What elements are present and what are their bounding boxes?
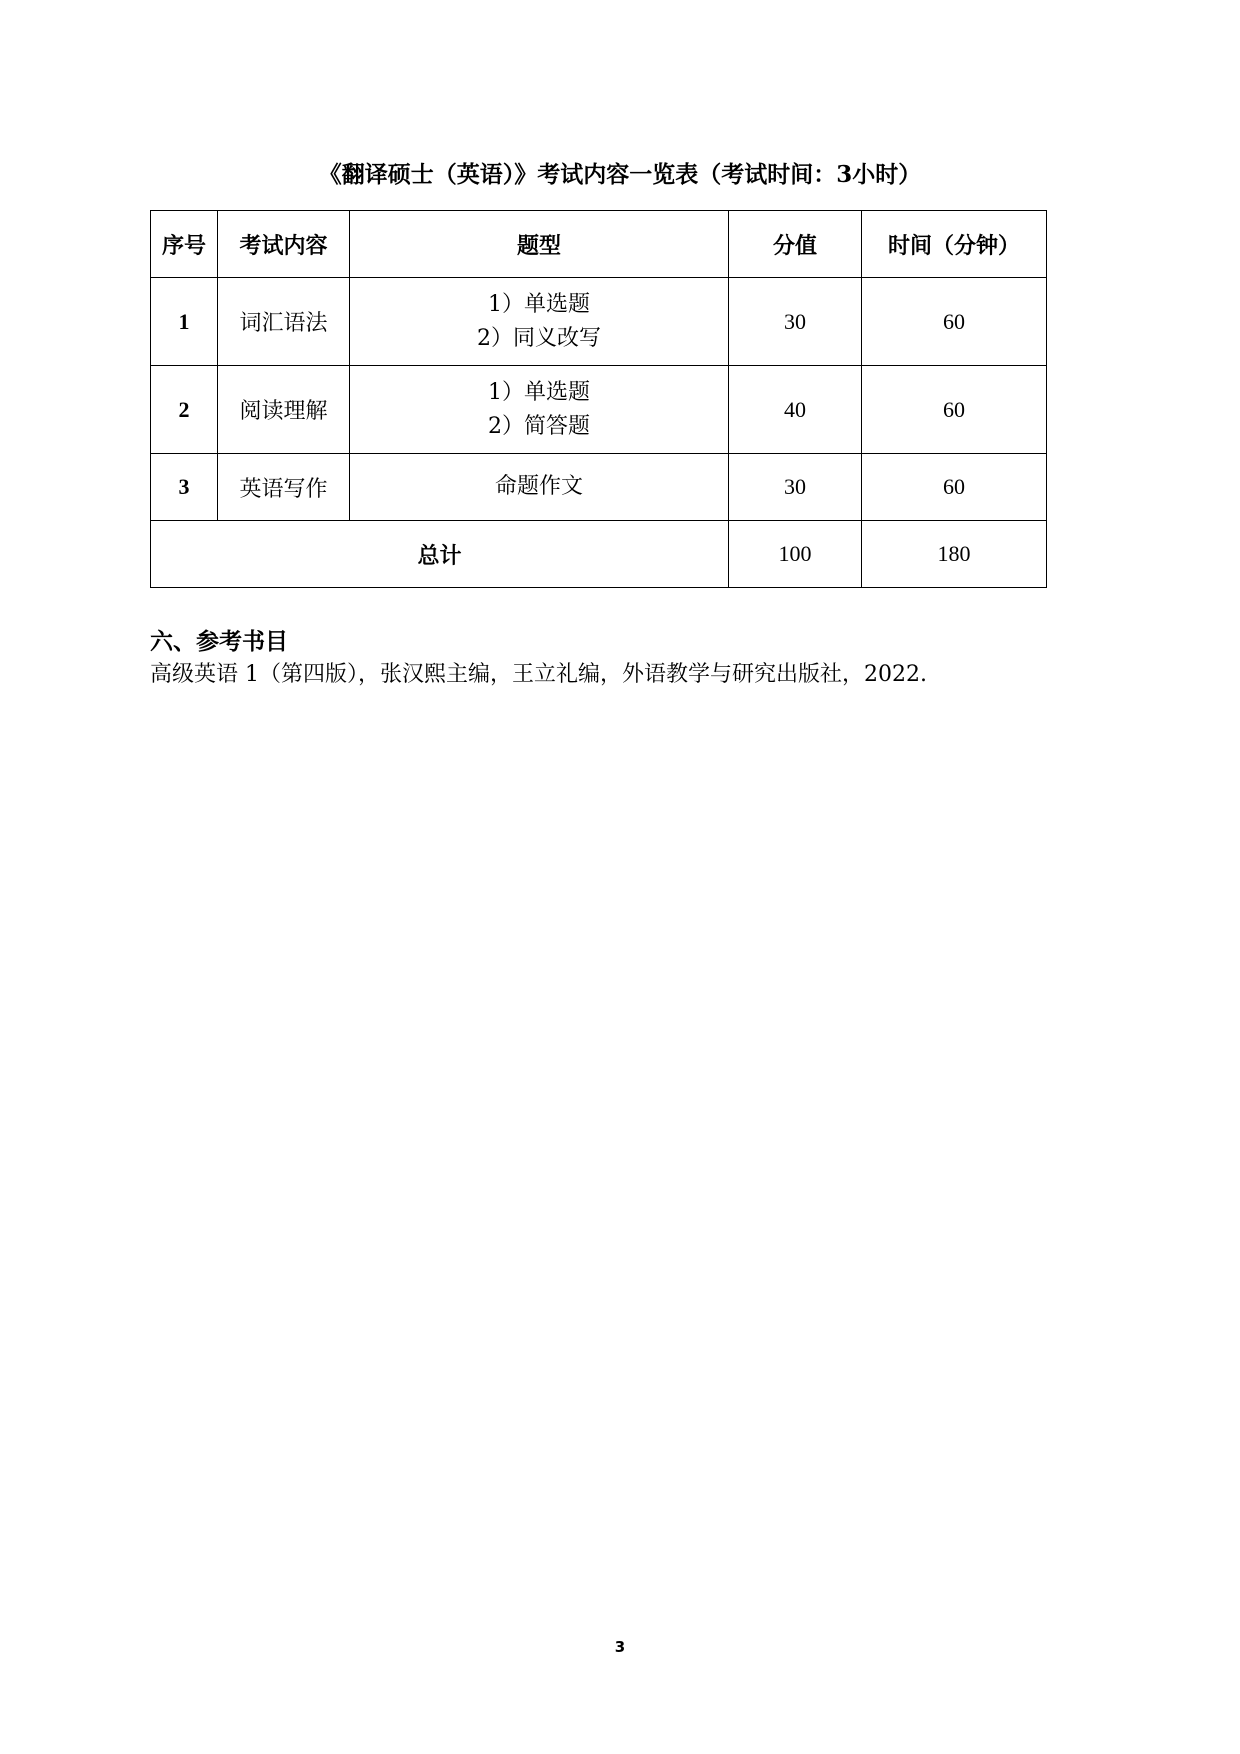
row-question-types (350, 366, 729, 454)
header-time: 时间（分钟） (862, 211, 1047, 278)
page-title: 《翻译硕士（英语）》考试内容一览表（考试时间：3小时） (318, 161, 922, 188)
question-type: 1）单选题 (488, 379, 590, 405)
table-total-row (151, 521, 1047, 588)
row-score: 30 (729, 454, 862, 521)
table-row (151, 454, 1047, 521)
page-number: 3 (614, 1638, 626, 1656)
table-row (151, 278, 1047, 366)
exam-content-table (150, 210, 1047, 588)
section-heading: 六、参考书目 (150, 628, 288, 655)
table-header-row (151, 211, 1047, 278)
total-label: 总计 (151, 521, 729, 588)
row-question-types (350, 278, 729, 366)
question-type: 1）单选题 (488, 291, 590, 317)
question-type: 命题作文 (494, 474, 583, 499)
total-score: 100 (729, 521, 862, 588)
row-index: 2 (151, 366, 218, 454)
reference-entry: 高级英语 1（第四版），张汉熙主编，王立礼编，外语教学与研究出版社，2022. (150, 662, 927, 687)
header-index: 序号 (151, 211, 218, 278)
row-index: 1 (151, 278, 218, 366)
row-index: 3 (151, 454, 218, 521)
row-minutes: 60 (862, 278, 1047, 366)
row-content: 英语写作 (218, 454, 350, 521)
total-minutes: 180 (862, 521, 1047, 588)
question-type: 2）简答题 (488, 413, 590, 439)
row-score: 30 (729, 278, 862, 366)
header-score: 分值 (729, 211, 862, 278)
question-type: 2）同义改写 (477, 325, 601, 351)
header-question-type: 题型 (350, 211, 729, 278)
table-row (151, 366, 1047, 454)
row-content: 词汇语法 (218, 278, 350, 366)
header-content: 考试内容 (218, 211, 350, 278)
row-question-types (350, 454, 729, 521)
row-score: 40 (729, 366, 862, 454)
row-content: 阅读理解 (218, 366, 350, 454)
row-minutes: 60 (862, 366, 1047, 454)
row-minutes: 60 (862, 454, 1047, 521)
